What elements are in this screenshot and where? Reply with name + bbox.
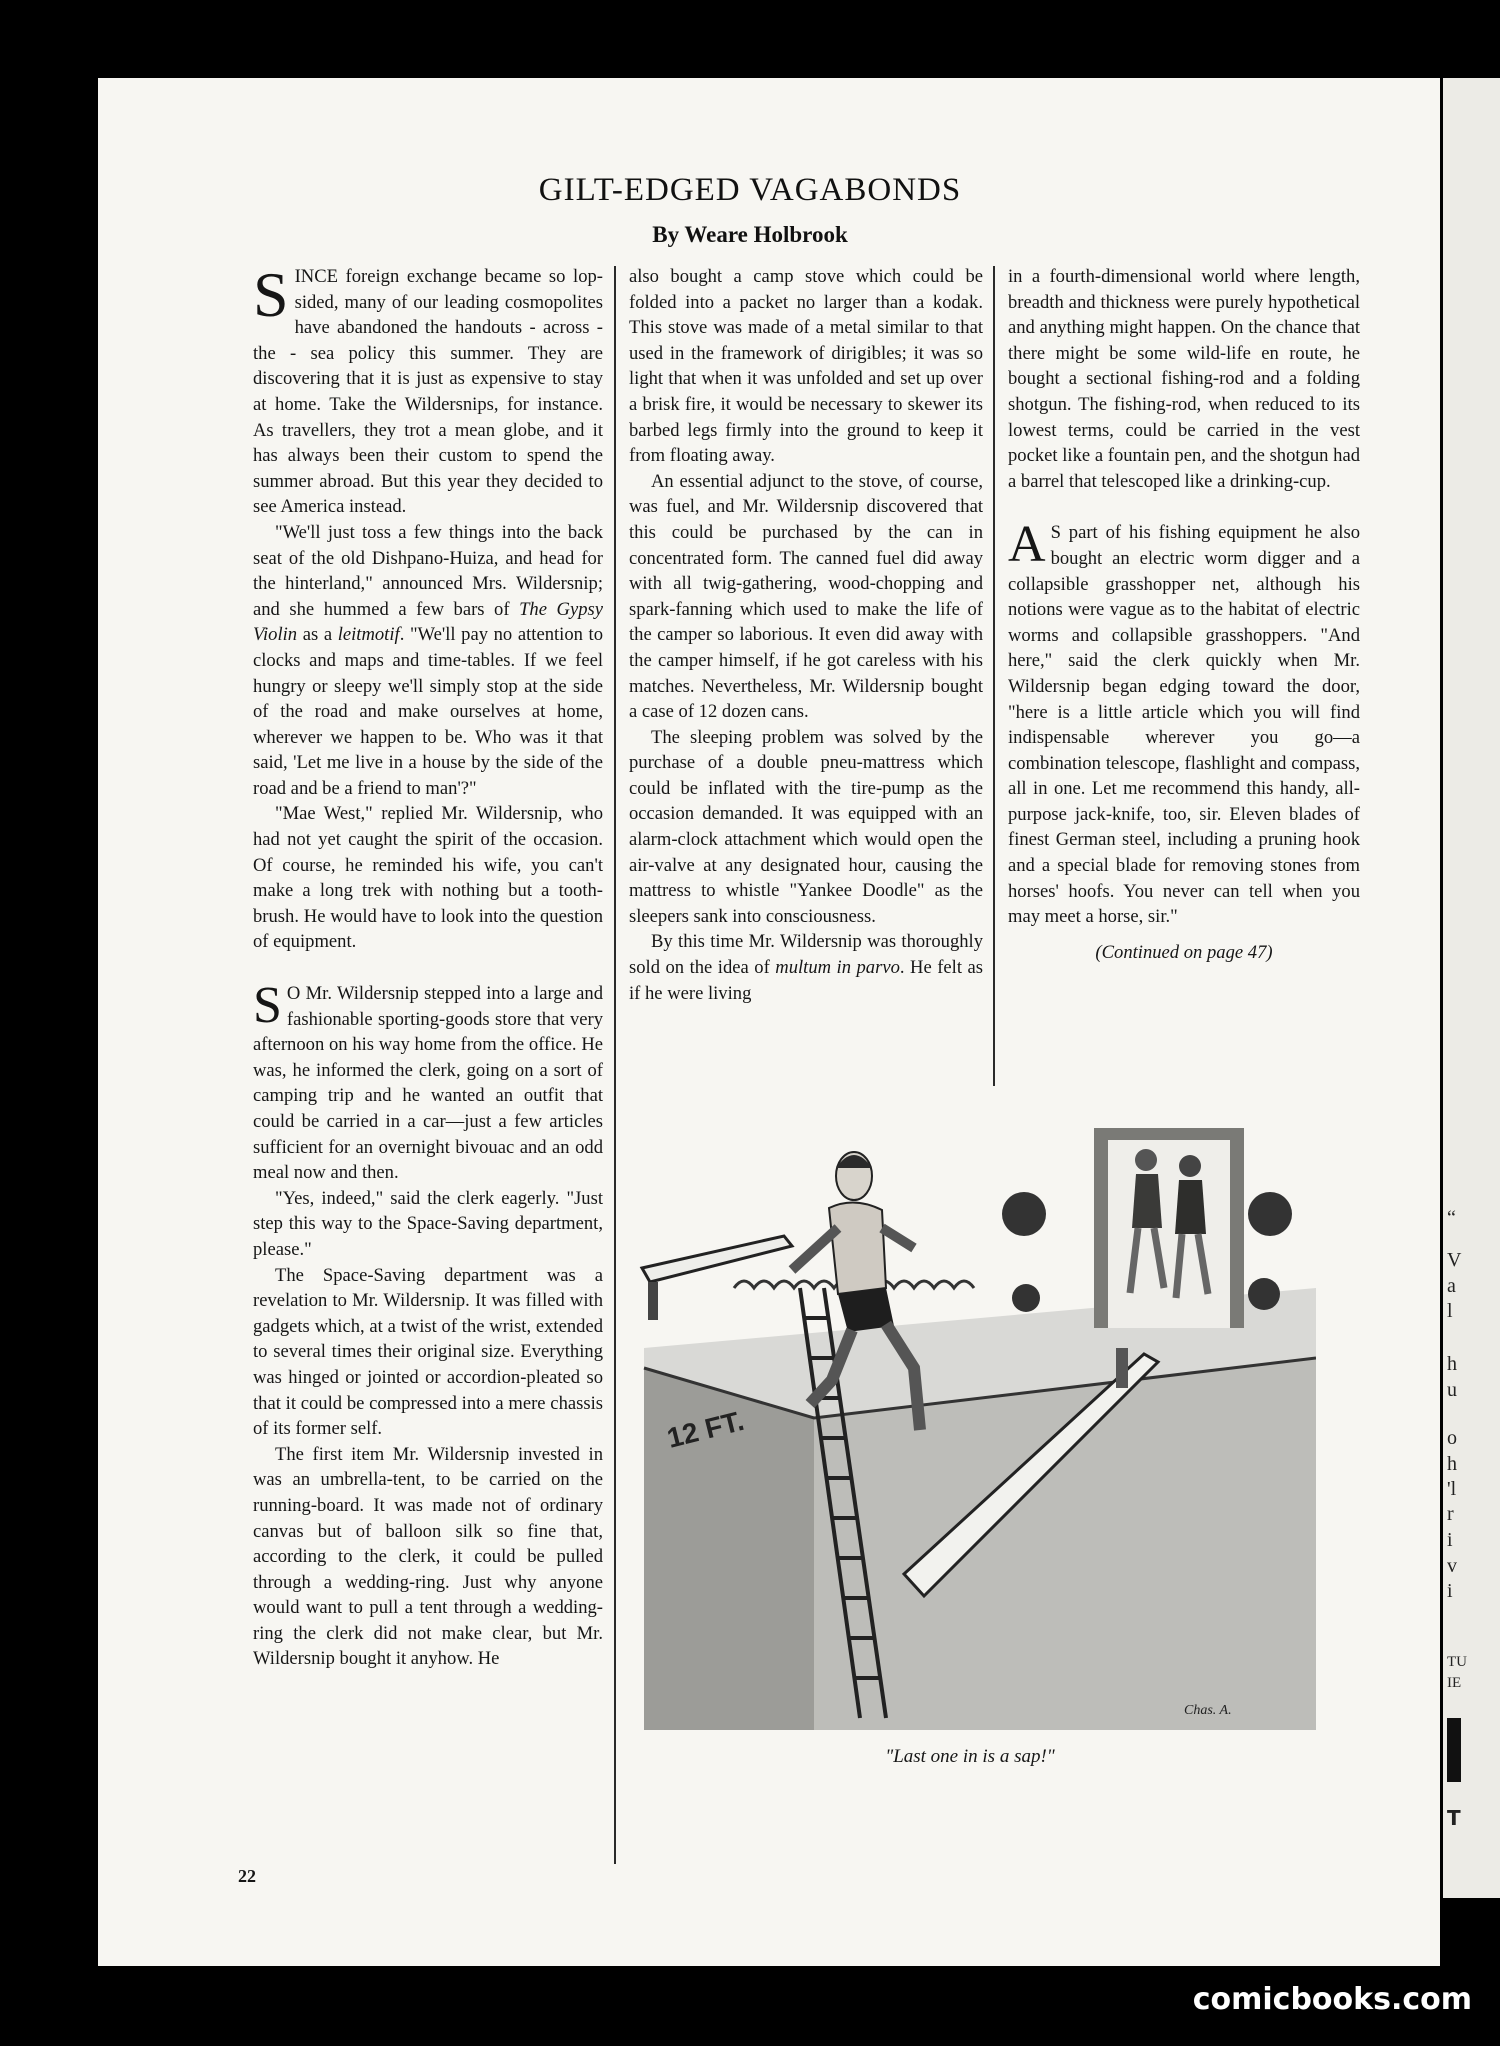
text-column-3	[1008, 264, 1360, 965]
drop-cap: A	[1008, 516, 1046, 574]
illustration-caption: "Last one in is a sap!"	[885, 1746, 1055, 1767]
adjacent-page-fragment: u	[1447, 1379, 1457, 1401]
site-watermark: comicbooks.com	[1192, 1982, 1472, 2017]
adjacent-page-fragment: i	[1447, 1580, 1453, 1602]
adjacent-page-fragment: TU	[1447, 1654, 1467, 1670]
adjacent-page-fragment: h	[1447, 1353, 1457, 1375]
text-column-2	[629, 264, 983, 1006]
adjacent-page-block	[1447, 1718, 1461, 1782]
paragraph: also bought a camp stove which could be folded into a packet no larger than a kodak. This stove was made of a metal similar to that used in the framework of dirigibles; it was so light that when it was unfolded and set up over a brisk fire, it would be necessary to skewer its barbed legs firmly into the ground to keep it from floating away.	[629, 266, 983, 467]
paragraph: "Mae West," replied Mr. Wildersnip, who had not yet caught the spirit of the occasion. Of course, he reminded his wife, you can't make a long trek with nothing but a tooth-brush. He would have to look into the question of equipment.	[253, 803, 603, 953]
adjacent-page-fragment: T	[1447, 1806, 1461, 1830]
continued-note: (Continued on page 47)	[1095, 941, 1273, 963]
paragraph: SINCE foreign exchange became so lop-sided, many of our leading cosmopolites have abandoned the handouts - across - the - sea policy this summer. They are discovering that it is just as expensive to stay at home. Take the Wildersnips, for instance. As travellers, they trot a mean globe, and it has always been their custom to spend the summer abroad. But this year they decided to see America instead.	[253, 259, 603, 518]
adjacent-page-fragment: h	[1447, 1453, 1457, 1475]
adjacent-page-fragment: r	[1447, 1503, 1454, 1525]
page-number: 22	[238, 1866, 256, 1886]
drop-cap: S	[253, 259, 289, 330]
pool-wall	[814, 1358, 1316, 1730]
artist-signature: Chas. A.	[1184, 1703, 1232, 1718]
paragraph: The sleeping problem was solved by the purchase of a double pneu-mattress which could be inflated with the tire-pump as the occasion demanded. It was equipped with an alarm-clock attachment which would open the air-valve at any designated hour, causing the mattress to whistle "Yankee Doodle" as the sleepers sank into consciousness.	[629, 726, 983, 927]
column-rule	[614, 266, 616, 1864]
paragraph: S O Mr. Wildersnip stepped into a large and fashionable sporting-goods store that very afternoon on his way home from the office. He was, he informed the clerk, going on a sort of camping trip and he wanted an outfit that could be carried in a car—just a few articles sufficient for an overnight bivouac and an odd meal now and then.	[253, 977, 603, 1184]
paragraph: A S part of his fishing equipment he also bought an electric worm digger and a collapsible grasshopper net, although his notions were vague as to the habitat of electric worms and collapsible grasshoppers. "And here," said the clerk quickly when Mr. Wildersnip began edging toward the door, "here is a little article which you will find indispensable wherever you go—a combination telescope, flashlight and compass, all in one. Let me recommend this handy, all-purpose jack-knife, too, sir. Eleven blades of finest German steel, including a pruning hook and a special blade for removing stones from horses' hoofs. You never can tell when you may meet a horse, sir."	[1008, 516, 1360, 928]
paragraph: in a fourth-dimensional world where length, breadth and thickness were purely hypothetical and anything might happen. On the chance that there might be some wild-life en route, he bought a sectional fishing-rod and a folding shotgun. The fishing-rod, when reduced to its lowest terms, could be carried in the vest pocket like a fountain pen, and the shotgun had a barrel that telescoped like a drinking-cup.	[1008, 266, 1360, 492]
punching-bag	[1002, 1192, 1046, 1236]
punching-bag	[1248, 1192, 1292, 1236]
adjacent-page-fragment: i	[1447, 1529, 1453, 1551]
paragraph: The first item Mr. Wildersnip invested in was an umbrella-tent, to be carried on the running-board. It was made not of ordinary canvas but of balloon silk so fine that, according to the clerk, it could be pulled through a wedding-ring. Just why anyone would want to pull a tent through a wedding-ring the clerk did not make clear, but Mr. Wildersnip bought it anyhow. He	[253, 1443, 603, 1670]
paragraph: "We'll just toss a few things into the back seat of the old Dishpano-Huiza, and head for the hinterland," announced Mrs. Wildersnip; and she hummed a few bars of The Gypsy Violin as a leitmotif. "We'll pay no attention to clocks and maps and time-tables. If we feel hungry or sleepy we'll simply stop at the side of the road and make ourselves at home, wherever we happen to be. Who was it that said, 'Let me live in a house by the side of the road and be a friend to man'?"	[253, 521, 603, 799]
text-column-1	[253, 259, 603, 1672]
article-byline: By Weare Holbrook	[652, 222, 848, 247]
adjacent-page-fragment: a	[1447, 1275, 1456, 1297]
adjacent-page-fragment: “	[1447, 1207, 1456, 1229]
paragraph: "Yes, indeed," said the clerk eagerly. "Just step this way to the Space-Saving department, please."	[253, 1187, 603, 1260]
adjacent-page-fragment: o	[1447, 1427, 1457, 1449]
paragraph: The Space-Saving department was a revelation to Mr. Wildersnip. It was filled with gadgets which, at a twist of the wrist, extended to several times their original size. Everything was hinged or jointed or accordion-pleated so that it could be compressed into a mere chassis of its former self.	[253, 1264, 603, 1440]
adjacent-page-fragment: l	[1447, 1300, 1453, 1322]
paragraph: An essential adjunct to the stove, of course, was fuel, and Mr. Wildersnip discovered that this could be purchased by the can in concentrated form. The canned fuel did away with all twig-gathering, wood-chopping and spark-fanning which used to make the life of the camper so laborious. It even did away with the camper himself, if he got careless with his matches. Nevertheless, Mr. Wildersnip bought a case of 12 dozen cans.	[629, 470, 983, 723]
depth-label: 12 FT.	[663, 1404, 747, 1454]
adjacent-page-fragment: IE	[1447, 1675, 1462, 1691]
column-rule	[993, 266, 995, 1086]
adjacent-page-fragment: v	[1447, 1555, 1457, 1577]
paragraph: By this time Mr. Wildersnip was thoroughly sold on the idea of multum in parvo. He felt as if he were living	[629, 931, 983, 1004]
cartoon-illustration	[624, 1118, 1316, 1730]
drop-cap: S	[253, 977, 282, 1035]
adjacent-page-fragment: 'l	[1447, 1478, 1457, 1500]
article-title: GILT-EDGED VAGABONDS	[538, 172, 962, 208]
adjacent-page-edge	[1443, 78, 1500, 1898]
adjacent-page-fragment: V	[1447, 1249, 1462, 1271]
